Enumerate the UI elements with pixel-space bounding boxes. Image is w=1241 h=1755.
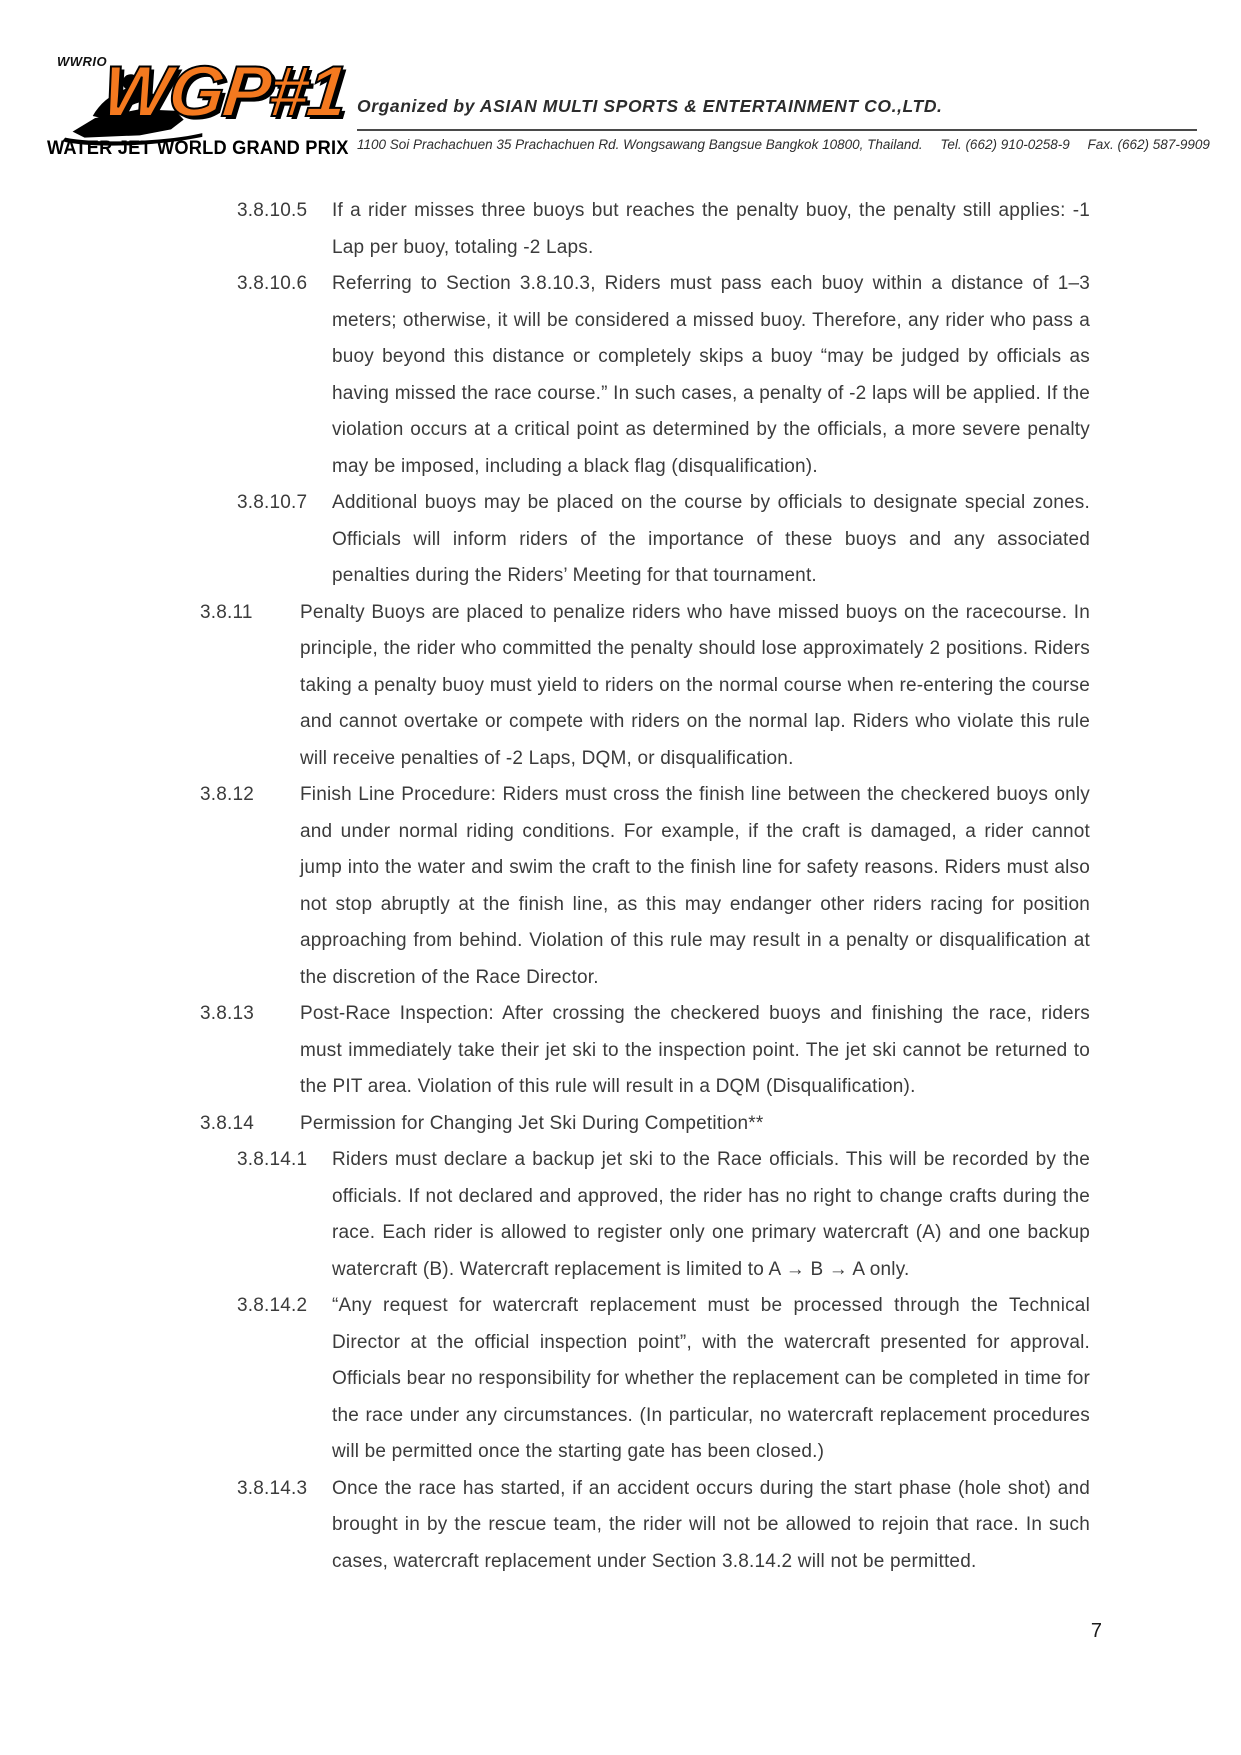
- rule-text: If a rider misses three buoys but reaches the penalty buoy, the penalty still applies: -1 Lap per buoy, totaling -2 Laps.: [332, 200, 1090, 258]
- rule-number: 3.8.12: [200, 784, 255, 805]
- rule-item-3-8-13: [200, 996, 1090, 1106]
- rules-content: [200, 193, 1090, 1580]
- rule-item-3-8-14: [200, 1106, 1090, 1143]
- rule-item-3-8-11: [200, 595, 1090, 778]
- rule-text: “Any request for watercraft replacement must be processed through the Technical Director at the official inspection point”, with the watercraft presented for approval. Officials bear no responsibility for whether the replacement can be completed in time for the race under any circumstances. (In particular, no watercraft replacement procedures will be permitted once the starting gate has been closed.): [332, 1295, 1090, 1462]
- rule-item-3-8-14-1: [237, 1142, 1090, 1288]
- rule-number: 3.8.14.3: [237, 1477, 308, 1499]
- rule-text: Penalty Buoys are placed to penalize riders who have missed buoys on the racecourse. In principle, the rider who committed the penalty should lose approximately 2 positions. Riders taking a penalty buoy must yield to riders on the normal course when re-entering the course and cannot overtake or compete with riders on the normal lap. Riders who violate this rule will receive penalties of -2 Laps, DQM, or disqualification.: [300, 601, 1090, 769]
- logo-wordmark: WGP#1: [98, 52, 350, 132]
- fax-text: Fax. (662) 587-9909: [1087, 137, 1210, 152]
- rule-number: 3.8.14: [200, 1112, 255, 1134]
- rule-item-3-8-10-5: [237, 193, 1090, 266]
- rule-number: 3.8.10.6: [237, 273, 308, 294]
- organizer-line: Organized by ASIAN MULTI SPORTS & ENTERTAINMENT CO.,LTD.: [357, 96, 943, 116]
- rule-text: Once the race has started, if an accident occurs during the start phase (hole shot) and brought in by the rescue team, the rider will not be allowed to rejoin that race. In such cases, watercraft replacement under Section 3.8.14.2 will not be permitted.: [332, 1477, 1090, 1572]
- logo-subtitle: WATER JET WORLD GRAND PRIX: [47, 138, 349, 159]
- rule-number: 3.8.14.2: [237, 1295, 308, 1316]
- rule-item-3-8-14-2: [237, 1288, 1090, 1471]
- rule-text: Post-Race Inspection: After crossing the checkered buoys and finishing the race, riders must immediately take their jet ski to the inspection point. The jet ski cannot be returned to the PIT area. Violation of this rule will result in a DQM (Disqualification).: [300, 1003, 1090, 1097]
- rule-item-3-8-14-3: [237, 1471, 1090, 1581]
- rule-number: 3.8.11: [200, 601, 253, 623]
- header-divider: [357, 129, 1197, 131]
- rule-item-3-8-10-6: [237, 266, 1090, 485]
- address-text: 1100 Soi Prachachuen 35 Prachachuen Rd. Wongsawang Bangsue Bangkok 10800, Thailand.: [357, 137, 923, 152]
- rule-text: Referring to Section 3.8.10.3, Riders must pass each buoy within a distance of 1–3 meters; otherwise, it will be considered a missed buoy. Therefore, any rider who pass a buoy beyond this distance or completely skips a buoy “may be judged by officials as having missed the race course.” In such cases, a penalty of -2 laps will be applied. If the violation occurs at a critical point as determined by the officials, a more severe penalty may be imposed, including a black flag (disqualification).: [332, 273, 1090, 477]
- wwrio-label: WWRIO: [57, 54, 108, 69]
- rule-number: 3.8.13: [200, 1003, 255, 1024]
- rule-text: Riders must declare a backup jet ski to the Race officials. This will be recorded by the officials. If not declared and approved, the rider has no right to change crafts during the race. Each rider is allowed to register only one primary watercraft (A) and one backup watercraft (B). Watercraft replacement is limited to A → B → A only.: [332, 1149, 1090, 1280]
- rule-text: Finish Line Procedure: Riders must cross the finish line between the checkered buoys only and under normal riding conditions. For example, if the craft is damaged, a rider cannot jump into the water and swim the craft to the finish line for safety reasons. Riders must also not stop abruptly at the finish line, as this may endanger other riders racing for position approaching from behind. Violation of this rule may result in a penalty or disqualification at the discretion of the Race Director.: [300, 784, 1090, 988]
- rule-item-3-8-12: [200, 777, 1090, 996]
- tel-text: Tel. (662) 910-0258-9: [940, 137, 1070, 152]
- rule-text: Permission for Changing Jet Ski During Competition**: [300, 1112, 764, 1134]
- letterhead: [357, 96, 1210, 152]
- rule-number: 3.8.10.7: [237, 492, 308, 513]
- rule-item-3-8-10-7: [237, 485, 1090, 595]
- address-line: [357, 137, 1210, 152]
- rule-text: Additional buoys may be placed on the course by officials to designate special zones. Officials will inform riders of the importance of these buoys and any associated penalties during the Riders’ Meeting for that tournament.: [332, 492, 1090, 586]
- wgp-logo: [45, 52, 350, 164]
- rule-number: 3.8.10.5: [237, 200, 308, 221]
- rule-number: 3.8.14.1: [237, 1149, 308, 1170]
- page-number: 7: [1090, 1620, 1102, 1642]
